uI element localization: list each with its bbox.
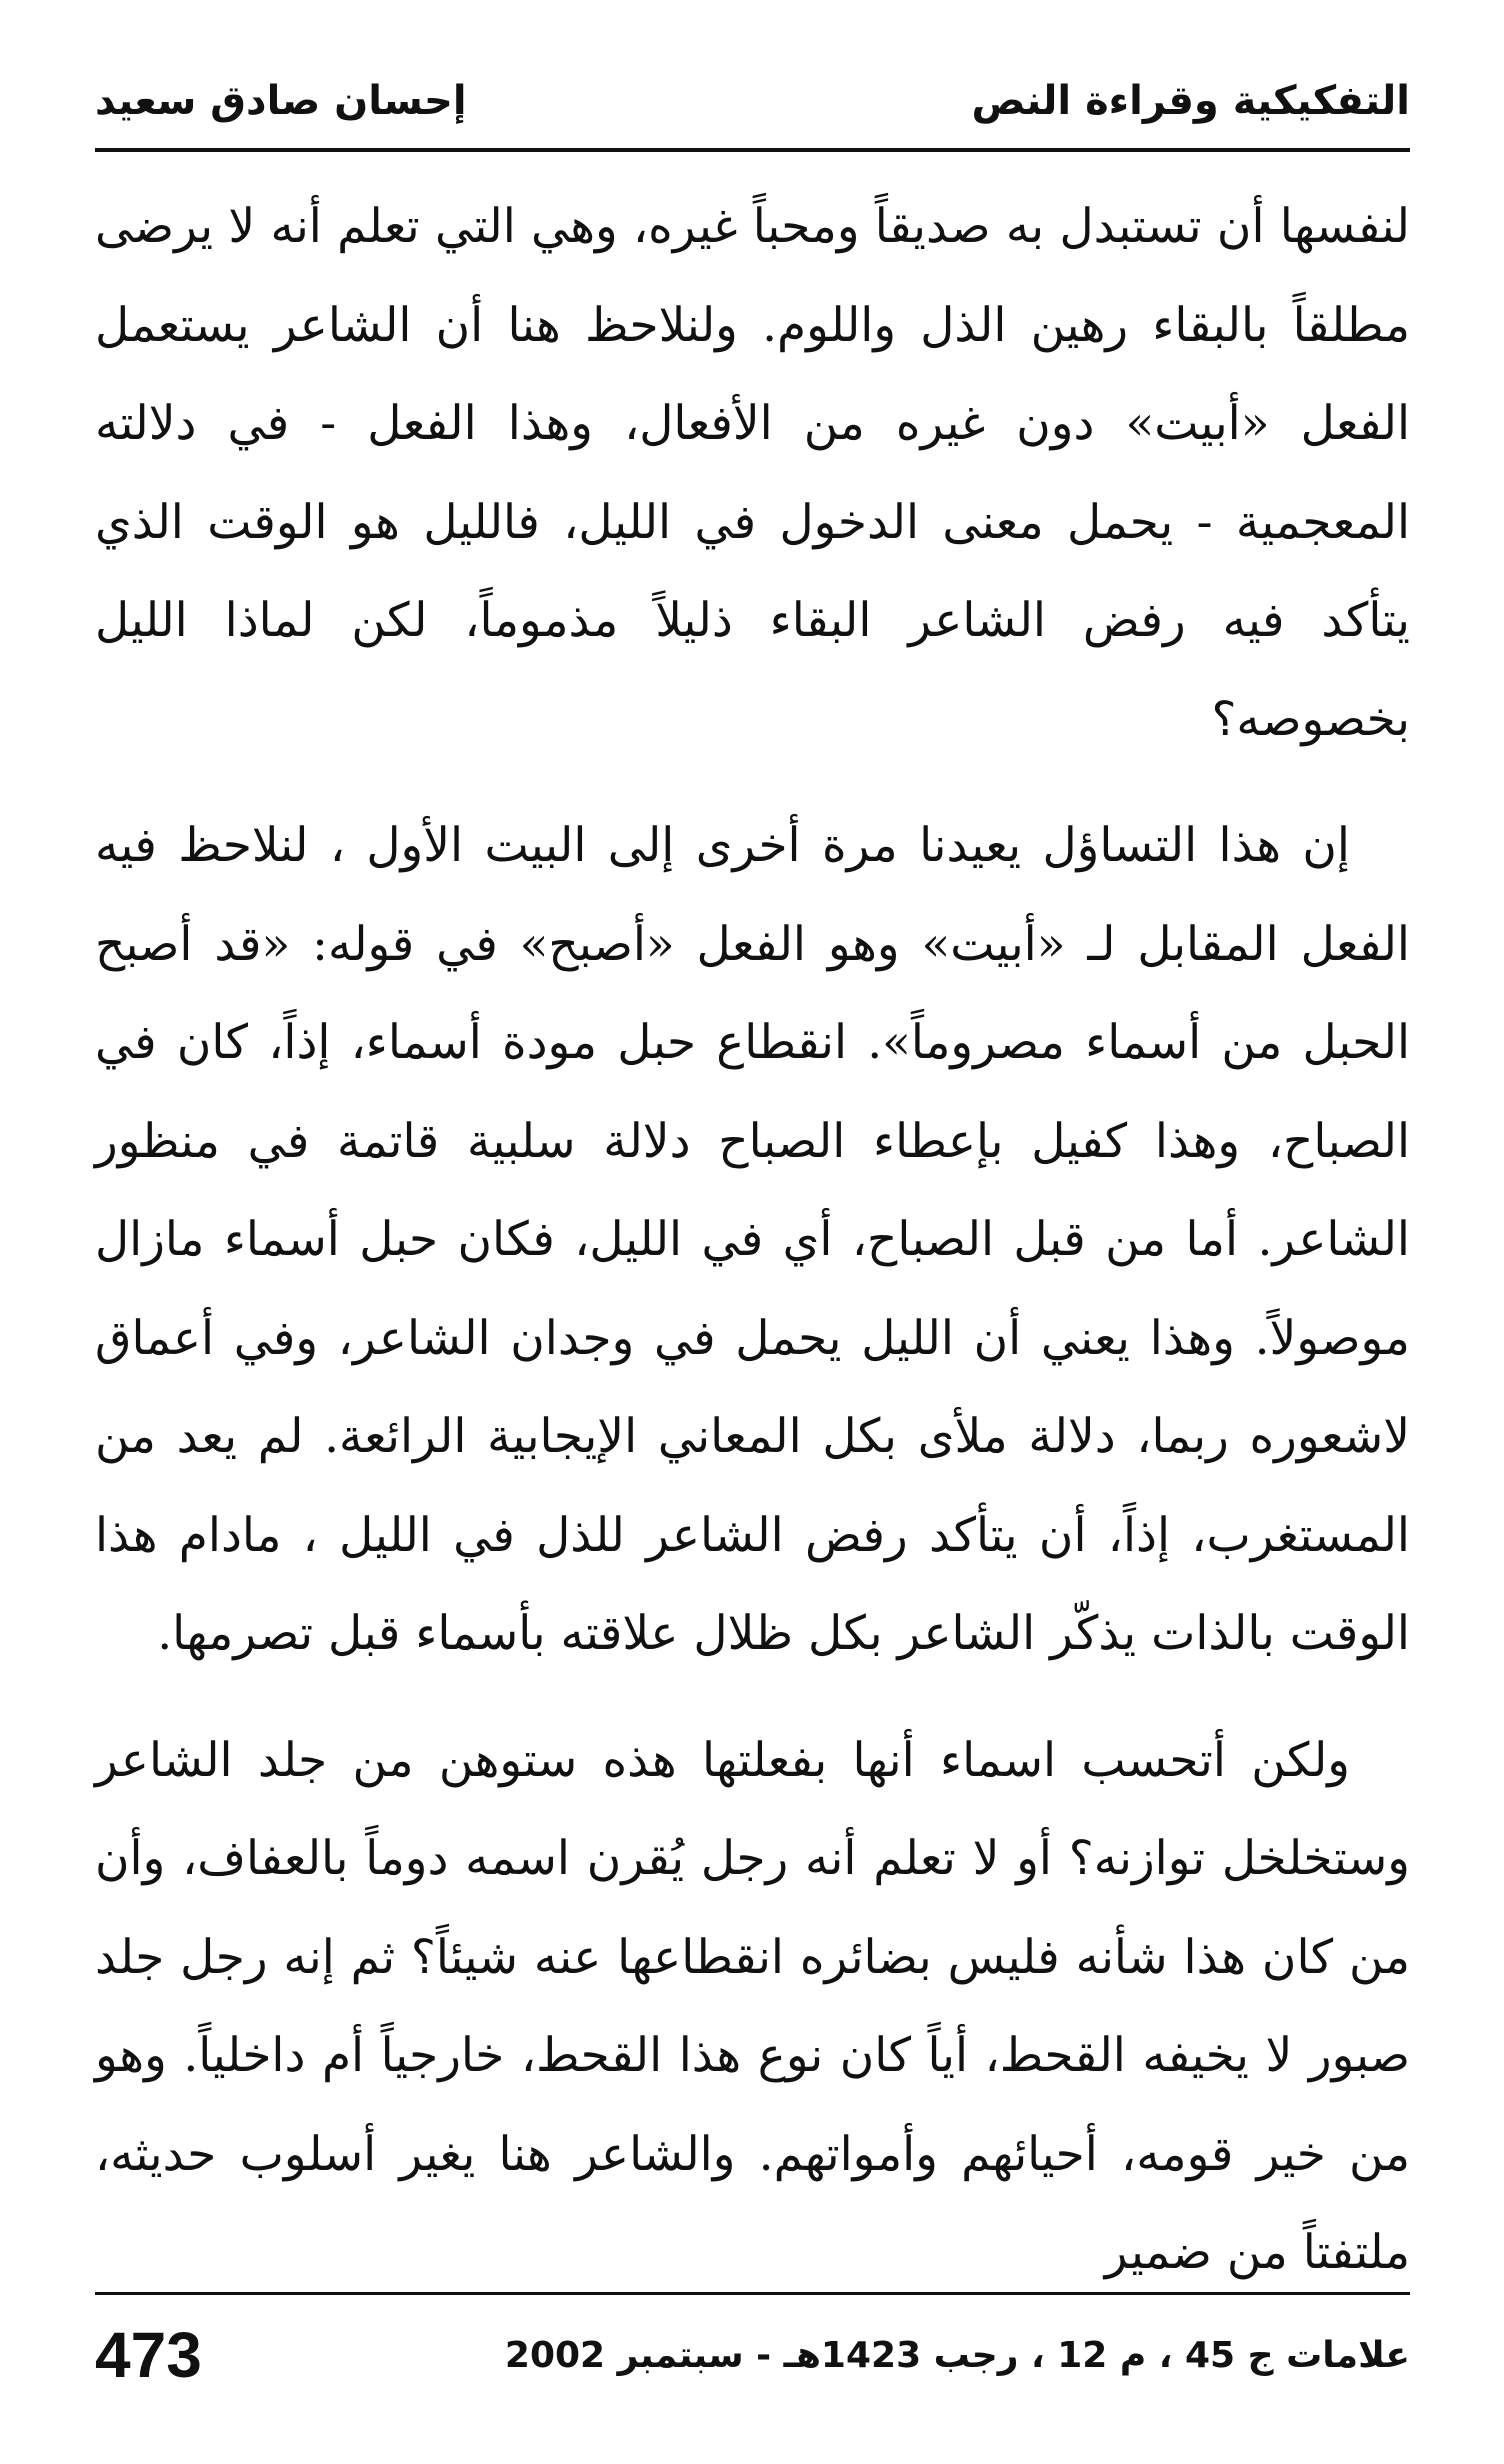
journal-info: علامات ج 45 ، م 12 ، رجب 1423هـ - سبتمبر 2002 (504, 2334, 1410, 2376)
page-number: 473 (95, 2319, 202, 2391)
header-divider (95, 148, 1410, 152)
running-header (95, 62, 1410, 140)
document-page (95, 0, 1410, 2464)
body-text (95, 178, 1410, 2303)
author-name: إحسان صادق سعيد (95, 78, 467, 124)
paragraph-1: لنفسها أن تستبدل به صديقاً ومحباً غيره، وهي التي تعلم أنه لا يرضى مطلقاً بالبقاء رهين الذل واللوم. ولنلاحظ هنا أن الشاعر يستعمل الفعل «أبيت» دون غيره من الأفعال، وهذا الفعل - في دلالته المعجمية - يحمل معنى الدخول في الليل، فالليل هو الوقت الذي يتأكد فيه رفض الشاعر البقاء ذليلاً مذموماً، لكن لماذا الليل بخصوصه؟ (95, 199, 1411, 747)
paragraph-3: ولكن أتحسب اسماء أنها بفعلتها هذه ستوهن من جلد الشاعر وستخلخل توازنه؟ أو لا تعلم أنه رجل يُقرن اسمه دوماً بالعفاف، وأن من كان هذا شأنه فليس بضائره انقطاعها عنه شيئاً؟ ثم إنه رجل جلد صبور لا يخيفه القحط، أياً كان نوع هذا القحط، خارجياً أم داخلياً. وهو من خير قومه، أحيائهم وأمواتهم. والشاعر هنا يغير أسلوب حديثه، ملتفتاً من ضمير (95, 1732, 1410, 2280)
page-footer (95, 2310, 1410, 2400)
footer-divider (95, 2292, 1410, 2295)
article-title: التفكيكية وقراءة النص (971, 78, 1410, 124)
paragraph-2: إن هذا التساؤل يعيدنا مرة أخرى إلى البيت الأول ، لنلاحظ فيه الفعل المقابل لـ «أبيت» وهو الفعل «أصبح» في قوله: «قد أصبح الحبل من أسماء مصروماً». انقطاع حبل مودة أسماء، إذاً، كان في الصباح، وهذا كفيل بإعطاء الصباح دلالة سلبية قاتمة في منظور الشاعر. أما من قبل الصباح، أي في الليل، فكان حبل أسماء مازال موصولاً. وهذا يعني أن الليل يحمل في وجدان الشاعر، وفي أعماق لاشعوره ربما، دلالة ملأى بكل المعاني الإيجابية الرائعة. لم يعد من المستغرب، إذاً، أن يتأكد رفض الشاعر للذل في الليل ، مادام هذا الوقت بالذات يذكّر الشاعر بكل ظلال علاقته بأسماء قبل تصرمها. (95, 818, 1410, 1661)
